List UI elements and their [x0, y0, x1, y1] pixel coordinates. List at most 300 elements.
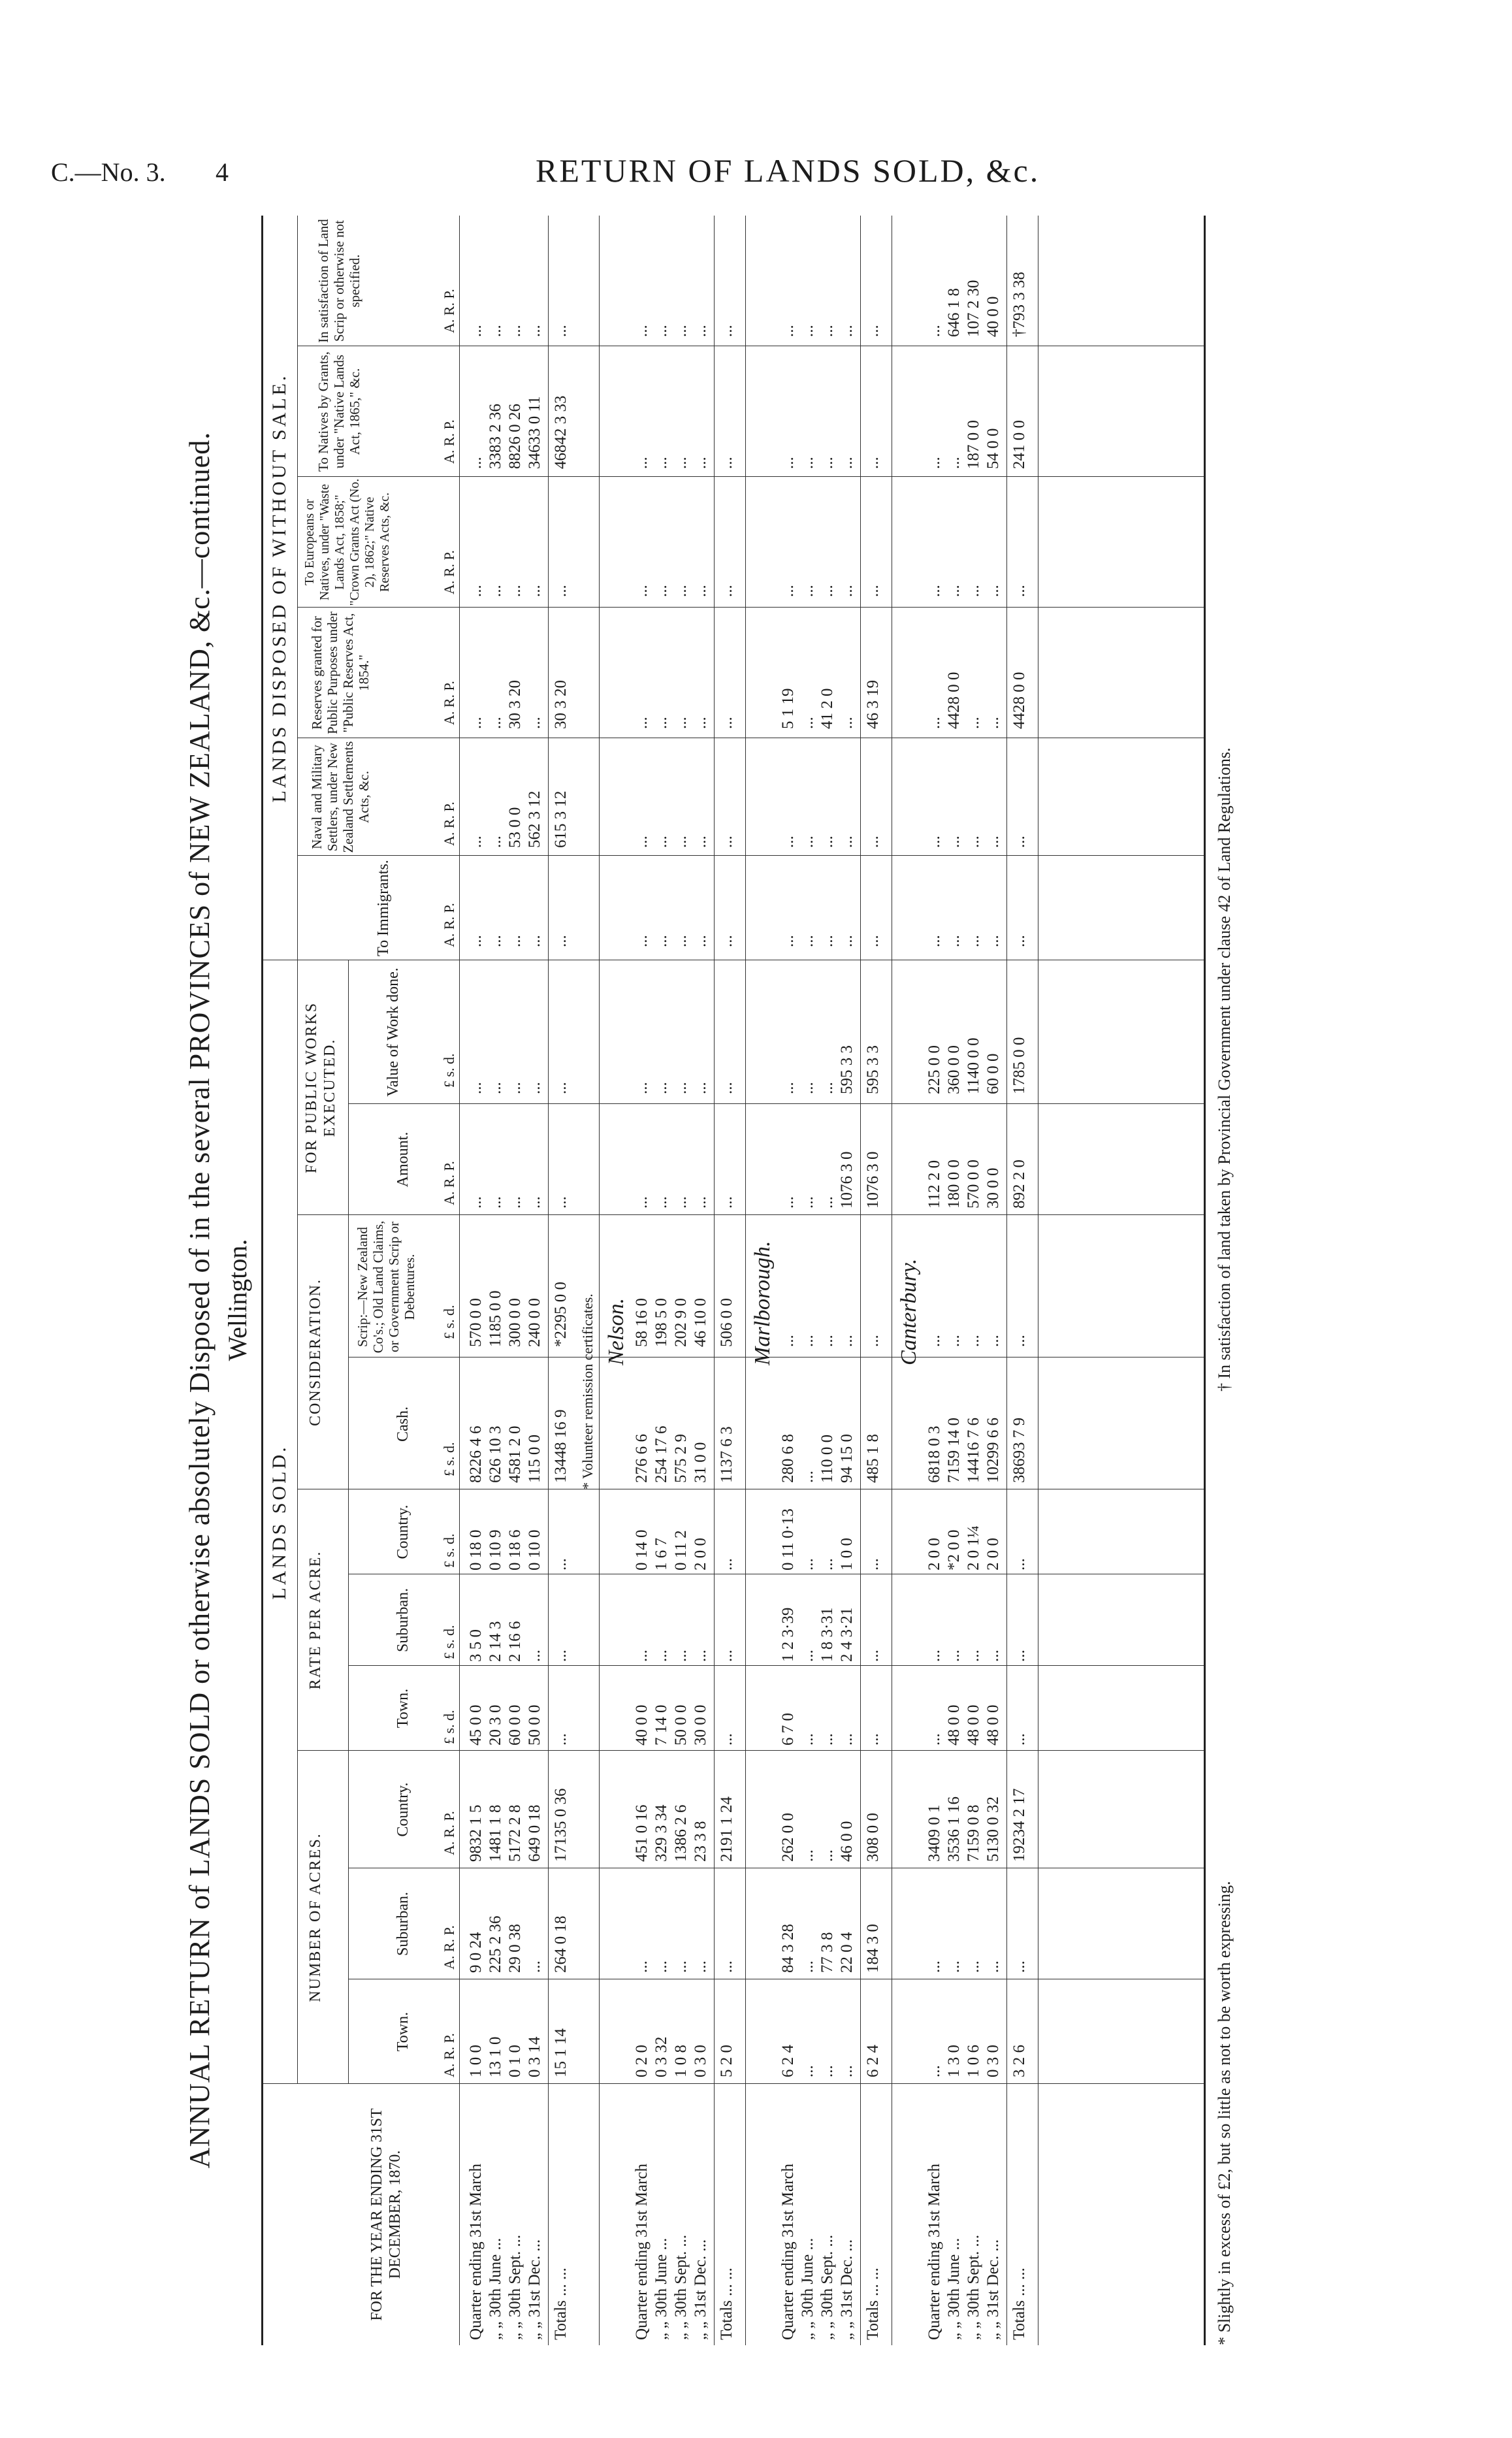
country-acres: 2191 1 24	[718, 1796, 735, 1862]
country-rate: 0 11 2	[672, 1530, 690, 1570]
section-note: * Volunteer remission certificates.	[579, 1293, 596, 1489]
page-header	[0, 0, 1512, 216]
scrip-satisfaction-acres: ...	[552, 325, 570, 337]
naval-acres: ...	[864, 836, 882, 848]
row-label: „ „ 30th Sept. ...	[506, 2234, 524, 2340]
suburban-rate: ...	[965, 1650, 982, 1662]
country-acres: 451 0 16	[633, 1804, 651, 1862]
naval-acres: ...	[945, 836, 963, 848]
works-amount: 112 2 0	[925, 1160, 943, 1209]
town-rate: 45 0 0	[467, 1704, 485, 1746]
immigrants-acres: ...	[672, 935, 690, 947]
cash-value: 254 17 6	[652, 1425, 670, 1483]
immigrants-acres: ...	[925, 935, 943, 947]
scrip-satisfaction-acres: 107 2 30	[965, 280, 982, 337]
works-value: 595 3 3	[864, 1045, 882, 1094]
europeans-acres: ...	[864, 585, 882, 597]
section-rule	[599, 216, 600, 2345]
table-subtitle: Wellington.	[223, 1239, 252, 1361]
town-rate: 48 0 0	[984, 1704, 1002, 1746]
scrip-value: 570 0 0	[467, 1298, 485, 1347]
value-header: Value of Work done.	[385, 967, 402, 1097]
scrip-satisfaction-acres: ...	[652, 325, 670, 337]
reserves-acres: 4428 0 0	[945, 672, 963, 729]
scrip-value: 1185 0 0	[487, 1290, 504, 1347]
works-value: ...	[718, 1082, 735, 1094]
natives-acres: ...	[925, 457, 943, 469]
immigrants-acres: ...	[552, 935, 570, 947]
page-number: 4	[216, 157, 229, 187]
natives-acres: ...	[779, 457, 797, 469]
suburban-acres: ...	[984, 1960, 1002, 1973]
suburban-rate: ...	[672, 1650, 690, 1662]
town-acres: 6 2 4	[779, 2045, 797, 2077]
works-value: ...	[467, 1082, 485, 1094]
works-amount: ...	[818, 1196, 836, 1209]
row-label: Totals ... ...	[1010, 2267, 1028, 2340]
reserves-acres: ...	[965, 717, 982, 729]
cash-value: 115 0 0	[526, 1434, 543, 1483]
suburban-rate: 2 4 3·21	[838, 1607, 856, 1662]
country-acres: 649 0 18	[526, 1804, 543, 1862]
unit-label: A. R. P.	[441, 681, 457, 725]
natives-acres: ...	[718, 457, 735, 469]
naval-acres: 615 3 12	[552, 790, 570, 848]
town-acres-header: Town.	[394, 2011, 411, 2052]
natives-acres: 3383 2 36	[487, 404, 504, 469]
town-rate: 48 0 0	[945, 1704, 963, 1746]
row-label: Quarter ending 31st March	[633, 2163, 651, 2340]
row-label: „ „ 31st Dec. ...	[984, 2239, 1002, 2340]
suburban-rate: 3 5 0	[467, 1629, 485, 1662]
europeans-acres: ...	[552, 585, 570, 597]
town-acres: 0 3 32	[652, 2036, 670, 2077]
naval-acres: ...	[718, 836, 735, 848]
row-label: Totals ... ...	[718, 2267, 735, 2340]
works-amount: ...	[779, 1196, 797, 1209]
reserves-acres: 46 3 19	[864, 680, 882, 729]
scrip-satisfaction-acres: ...	[864, 325, 882, 337]
works-value: ...	[552, 1082, 570, 1094]
suburban-rate: ...	[652, 1650, 670, 1662]
country-rate: 2 0 0	[925, 1538, 943, 1570]
europeans-acres: ...	[984, 585, 1002, 597]
country-acres: ...	[818, 1849, 836, 1862]
header-rule	[297, 216, 298, 2084]
reserves-acres: 41 2 0	[818, 688, 836, 729]
europeans-acres: ...	[965, 585, 982, 597]
suburban-rate-header: Suburban.	[394, 1588, 411, 1652]
section-name: Canterbury.	[897, 1258, 921, 1365]
country-rate: 2 0 0	[984, 1538, 1002, 1570]
works-amount: ...	[692, 1196, 709, 1209]
reserves-acres: ...	[799, 717, 816, 729]
works-value: ...	[672, 1082, 690, 1094]
row-label: Totals ... ...	[864, 2267, 882, 2340]
immigrants-acres: ...	[633, 935, 651, 947]
suburban-acres: ...	[718, 1960, 735, 1973]
works-value: 1140 0 0	[965, 1037, 982, 1094]
table-title: ANNUAL RETURN of LANDS SOLD or otherwise absolutely Disposed of in the several PROVINCES of NEW ZEALAND, &c.—continued.	[184, 431, 216, 2169]
country-rate: 1 6 7	[652, 1538, 670, 1570]
town-rate: 50 0 0	[672, 1704, 690, 1746]
natives-acres: ...	[838, 457, 856, 469]
scrip-satisfaction-acres: 646 1 8	[945, 288, 963, 337]
country-rate-header: Country.	[394, 1504, 411, 1559]
scrip-value: ...	[925, 1335, 943, 1347]
europeans-acres: ...	[652, 585, 670, 597]
unit-label: £ s. d.	[441, 1625, 457, 1659]
scrip-satisfaction-acres: ...	[506, 325, 524, 337]
cash-value: 13448 16 9	[552, 1409, 570, 1483]
row-label: Quarter ending 31st March	[779, 2163, 797, 2340]
country-rate: ...	[718, 1558, 735, 1570]
row-label: „ „ 30th June ...	[487, 2237, 504, 2340]
suburban-acres: 264 0 18	[552, 1915, 570, 1973]
immigrants-acres: ...	[945, 935, 963, 947]
town-rate: ...	[718, 1733, 735, 1746]
cash-header: Cash.	[394, 1406, 411, 1442]
suburban-rate: ...	[692, 1650, 709, 1662]
totals-rule	[714, 216, 715, 2345]
country-acres: 5130 0 32	[984, 1796, 1002, 1862]
country-acres: 1386 2 6	[672, 1804, 690, 1862]
works-value: 60 0 0	[984, 1053, 1002, 1094]
row-label: „ „ 30th June ...	[799, 2237, 816, 2340]
natives-acres: 46842 3 33	[552, 395, 570, 469]
town-rate: 6 7 0	[779, 1713, 797, 1746]
scrip-satisfaction-acres: ...	[526, 325, 543, 337]
town-acres: 0 3 0	[692, 2045, 709, 2077]
cash-value: 31 0 0	[692, 1442, 709, 1483]
unit-label: A. R. P.	[441, 1925, 457, 1970]
suburban-rate: ...	[864, 1650, 882, 1662]
immigrants-acres: ...	[838, 935, 856, 947]
suburban-rate: 1 8 3·31	[818, 1607, 836, 1662]
works-amount: ...	[487, 1196, 504, 1209]
works-amount: 570 0 0	[965, 1160, 982, 1209]
section-rule	[745, 216, 746, 2345]
naval-acres: ...	[799, 836, 816, 848]
row-label: „ „ 30th Sept. ...	[672, 2234, 690, 2340]
suburban-acres: ...	[925, 1960, 943, 1973]
scrip-satisfaction-acres: ...	[799, 325, 816, 337]
footnote-provincial: † In satisfaction of land taken by Provincial Government under clause 42 of Land Regulations.	[1215, 747, 1234, 1391]
reserves-acres: 30 3 20	[506, 680, 524, 729]
naval-acres: ...	[487, 836, 504, 848]
immigrants-acres: ...	[864, 935, 882, 947]
works-amount: ...	[718, 1196, 735, 1209]
country-rate: ...	[818, 1558, 836, 1570]
works-amount: ...	[652, 1196, 670, 1209]
rotated-return-table	[183, 219, 1463, 2371]
town-acres: 1 0 6	[965, 2045, 982, 2077]
natives-acres: 187 0 0	[965, 420, 982, 469]
naval-acres: ...	[672, 836, 690, 848]
country-rate: ...	[1010, 1558, 1028, 1570]
immigrants-header: To Immigrants.	[375, 860, 392, 956]
scrip-value: ...	[1010, 1335, 1028, 1347]
scrip-value: ...	[945, 1335, 963, 1347]
works-value: ...	[818, 1082, 836, 1094]
cash-value: 38693 7 9	[1010, 1418, 1028, 1483]
scrip-satisfaction-acres: ...	[692, 325, 709, 337]
cash-value: 94 15 0	[838, 1434, 856, 1483]
country-rate: 0 10 0	[526, 1529, 543, 1570]
scrip-value: 300 0 0	[506, 1298, 524, 1347]
cash-value: 4581 2 0	[506, 1425, 524, 1483]
suburban-acres: 84 3 28	[779, 1924, 797, 1973]
cash-value: 8226 4 6	[467, 1425, 485, 1483]
row-label: „ „ 31st Dec. ...	[838, 2239, 856, 2340]
europeans-acres: ...	[506, 585, 524, 597]
works-amount: ...	[467, 1196, 485, 1209]
natives-acres: ...	[672, 457, 690, 469]
town-rate: ...	[799, 1733, 816, 1746]
country-acres: 3409 0 1	[925, 1804, 943, 1862]
scrip-satisfaction-acres: 40 0 0	[984, 296, 1002, 337]
town-rate: ...	[925, 1733, 943, 1746]
scrip-satisfaction-acres: ...	[672, 325, 690, 337]
country-rate: *2 0 0	[945, 1529, 963, 1570]
scrip-value: 58 16 0	[633, 1298, 651, 1347]
europeans-acres: ...	[779, 585, 797, 597]
immigrants-acres: ...	[779, 935, 797, 947]
country-acres: 23 3 8	[692, 1821, 709, 1862]
section-name: Marlborough.	[750, 1241, 775, 1365]
immigrants-acres: ...	[487, 935, 504, 947]
unit-label: A. R. P.	[441, 903, 457, 947]
naval-acres: ...	[925, 836, 943, 848]
immigrants-acres: ...	[526, 935, 543, 947]
town-rate: 20 3 0	[487, 1704, 504, 1746]
suburban-acres: ...	[652, 1960, 670, 1973]
works-amount: ...	[526, 1196, 543, 1209]
natives-acres: ...	[467, 457, 485, 469]
country-acres: 308 0 0	[864, 1813, 882, 1862]
country-acres: 46 0 0	[838, 1821, 856, 1862]
scrip-value: 202 9 0	[672, 1298, 690, 1347]
town-rate: 30 0 0	[692, 1704, 709, 1746]
town-acres: ...	[818, 2065, 836, 2077]
country-rate: 0 11 0·13	[779, 1508, 797, 1570]
scrip-value: 240 0 0	[526, 1298, 543, 1347]
cash-value: 110 0 0	[818, 1434, 836, 1483]
suburban-acres-header: Suburban.	[394, 1892, 411, 1956]
natives-acres: 54 0 0	[984, 428, 1002, 469]
country-acres: 5172 2 8	[506, 1804, 524, 1862]
immigrants-acres: ...	[984, 935, 1002, 947]
row-label: „ „ 30th June ...	[652, 2237, 670, 2340]
totals-rule	[548, 216, 549, 2345]
reserves-acres: 4428 0 0	[1010, 672, 1028, 729]
country-rate: 0 14 0	[633, 1529, 651, 1570]
unit-label: A. R. P.	[441, 802, 457, 846]
works-value: ...	[487, 1082, 504, 1094]
naval-acres: ...	[633, 836, 651, 848]
scrip-value: ...	[838, 1335, 856, 1347]
works-amount: ...	[506, 1196, 524, 1209]
country-acres: 9832 1 5	[467, 1804, 485, 1862]
europeans-acres: ...	[672, 585, 690, 597]
rule	[348, 1103, 1204, 1104]
unit-label: A. R. P.	[441, 289, 457, 333]
suburban-acres: ...	[965, 1960, 982, 1973]
scrip-satisfaction-acres: ...	[925, 325, 943, 337]
immigrants-acres: ...	[652, 935, 670, 947]
immigrants-acres: ...	[1010, 935, 1028, 947]
public-reserves-header: Reserves granted for Public Purposes under "Public Reserves Act, 1854."	[309, 611, 372, 734]
suburban-acres: ...	[633, 1960, 651, 1973]
suburban-acres: 22 0 4	[838, 1932, 856, 1973]
town-rate: 60 0 0	[506, 1704, 524, 1746]
scrip-value: ...	[799, 1335, 816, 1347]
row-label: „ „ 30th Sept. ...	[818, 2234, 836, 2340]
town-rate: 50 0 0	[526, 1704, 543, 1746]
suburban-rate: 2 16 6	[506, 1621, 524, 1662]
town-acres: 0 1 0	[506, 2045, 524, 2077]
natives-acres: 34633 0 11	[526, 396, 543, 469]
reserves-acres: ...	[718, 717, 735, 729]
cash-value: 7159 14 0	[945, 1418, 963, 1483]
cash-value: 276 6 6	[633, 1434, 651, 1483]
rate-header: RATE PER ACRE.	[307, 1550, 324, 1690]
town-rate: 40 0 0	[633, 1704, 651, 1746]
suburban-acres: ...	[692, 1960, 709, 1973]
public-works-header: FOR PUBLIC WORKS EXECUTED.	[303, 1001, 338, 1174]
natives-acres: ...	[692, 457, 709, 469]
works-value: ...	[526, 1082, 543, 1094]
town-acres: ...	[925, 2065, 943, 2077]
suburban-acres: 184 3 0	[864, 1924, 882, 1973]
country-rate: 0 18 0	[467, 1529, 485, 1570]
footnote-excess: * Slightly in excess of £2, but so little as not to be worth expressing.	[1215, 1881, 1234, 2345]
country-rate: ...	[552, 1558, 570, 1570]
works-value: 225 0 0	[925, 1045, 943, 1094]
reserves-acres: ...	[526, 717, 543, 729]
works-amount: 892 2 0	[1010, 1160, 1028, 1209]
scrip-satisfaction-acres: †793 3 38	[1010, 272, 1028, 337]
suburban-rate: ...	[552, 1650, 570, 1662]
country-acres: ...	[799, 1849, 816, 1862]
suburban-rate: 1 2 3·39	[779, 1607, 797, 1662]
naval-military-header: Naval and Military Settlers, under New Zealand Settlements Acts, &c.	[309, 741, 372, 853]
town-rate: 7 14 0	[652, 1704, 670, 1746]
totals-rule	[1006, 216, 1007, 2345]
works-amount: ...	[799, 1196, 816, 1209]
reserves-acres: ...	[692, 717, 709, 729]
natives-acres: 241 0 0	[1010, 420, 1028, 469]
suburban-acres: 9 0 24	[467, 1932, 485, 1973]
works-amount: 30 0 0	[984, 1167, 1002, 1209]
reserves-acres: 30 3 20	[552, 680, 570, 729]
rule	[297, 1214, 1204, 1215]
amount-header: Amount.	[394, 1131, 411, 1188]
works-amount: ...	[633, 1196, 651, 1209]
scrip-satisfaction-acres: ...	[838, 325, 856, 337]
country-acres: 19234 2 17	[1010, 1788, 1028, 1862]
cash-value: 6818 0 3	[925, 1425, 943, 1483]
suburban-acres: ...	[945, 1960, 963, 1973]
scrip-value: ...	[965, 1335, 982, 1347]
town-acres: 15 1 14	[552, 2028, 570, 2077]
suburban-rate: 2 14 3	[487, 1621, 504, 1662]
unit-label: A. R. P.	[441, 419, 457, 464]
natives-acres: ...	[818, 457, 836, 469]
reserves-acres: ...	[672, 717, 690, 729]
country-acres: 329 3 34	[652, 1804, 670, 1862]
town-acres: 13 1 0	[487, 2036, 504, 2077]
europeans-natives-header: To Europeans or Natives, under "Waste Lands Act, 1858;" "Crown Grants Act (No. 2), 1862;" Native Reserves Acts, &c.	[302, 478, 392, 606]
natives-acres: ...	[633, 457, 651, 469]
town-rate: ...	[552, 1733, 570, 1746]
immigrants-acres: ...	[467, 935, 485, 947]
town-acres: ...	[838, 2065, 856, 2077]
country-rate: 2 0 0	[692, 1538, 709, 1570]
row-label: „ „ 30th June ...	[945, 2237, 963, 2340]
works-value: ...	[799, 1082, 816, 1094]
suburban-rate: ...	[925, 1650, 943, 1662]
reserves-acres: ...	[925, 717, 943, 729]
document-reference: C.—No. 3.	[51, 157, 166, 187]
suburban-rate: ...	[526, 1650, 543, 1662]
works-value: ...	[633, 1082, 651, 1094]
reserves-acres: ...	[984, 717, 1002, 729]
natives-acres: ...	[652, 457, 670, 469]
natives-acres: ...	[864, 457, 882, 469]
suburban-acres: ...	[799, 1960, 816, 1973]
unit-label: A. R. P.	[441, 2033, 457, 2077]
scrip-value: ...	[818, 1335, 836, 1347]
scrip-satisfaction-acres: ...	[633, 325, 651, 337]
works-value: 360 0 0	[945, 1045, 963, 1094]
row-label: „ „ 31st Dec. ...	[526, 2239, 543, 2340]
town-acres: 0 3 0	[984, 2045, 1002, 2077]
town-rate: ...	[838, 1733, 856, 1746]
column-header-rule	[459, 216, 460, 2345]
scrip-satisfaction-acres: ...	[818, 325, 836, 337]
scrip-value: ...	[984, 1335, 1002, 1347]
rule	[297, 476, 1204, 477]
town-rate: 48 0 0	[965, 1704, 982, 1746]
unit-label: £ s. d.	[441, 1710, 457, 1744]
row-label: Quarter ending 31st March	[467, 2163, 485, 2340]
scrip-value: 198 5 0	[652, 1298, 670, 1347]
native-lands-header: To Natives by Grants, under "Native Lands Act, 1865," &c.	[315, 351, 362, 472]
natives-acres: 8826 0 26	[506, 404, 524, 469]
country-rate: 2 0 1¼	[965, 1525, 982, 1570]
naval-acres: ...	[467, 836, 485, 848]
lands-sold-header: LANDS SOLD.	[268, 1444, 290, 1600]
works-value: 1785 0 0	[1010, 1037, 1028, 1094]
lands-disposed-header: LANDS DISPOSED OF WITHOUT SALE.	[268, 373, 290, 803]
country-rate: ...	[799, 1558, 816, 1570]
cash-value: 626 10 3	[487, 1425, 504, 1483]
naval-acres: ...	[652, 836, 670, 848]
europeans-acres: ...	[633, 585, 651, 597]
town-rate: ...	[1010, 1733, 1028, 1746]
town-acres: 1 0 0	[467, 2045, 485, 2077]
natives-acres: ...	[945, 457, 963, 469]
suburban-acres: 77 3 8	[818, 1932, 836, 1973]
reserves-acres: ...	[838, 717, 856, 729]
unit-label: A. R. P.	[441, 1811, 457, 1855]
cash-value: 14416 7 6	[965, 1418, 982, 1483]
immigrants-acres: ...	[799, 935, 816, 947]
cash-value: 10299 6 6	[984, 1418, 1002, 1483]
suburban-rate: ...	[633, 1650, 651, 1662]
europeans-acres: ...	[945, 585, 963, 597]
